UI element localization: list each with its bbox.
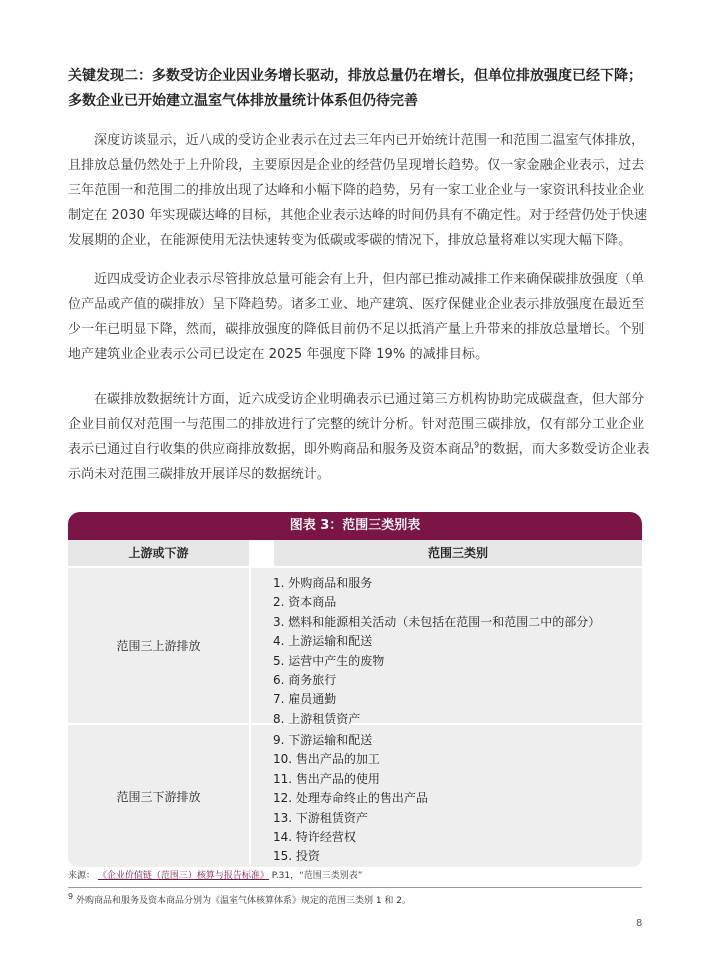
- list-item: 15. 投资: [273, 849, 320, 864]
- list-item: 11. 售出产品的使用: [273, 771, 380, 786]
- source-link[interactable]: 《企业价值链（范围三）核算与报告标准》: [97, 871, 269, 881]
- downstream-list: [251, 725, 642, 867]
- list-item: 1. 外购商品和服务: [273, 576, 373, 590]
- paragraph-1: 深度访谈显示，近八成的受访企业表示在过去三年内已开始统计范围一和范围二温室气体排放，且排放总量仍然处于上升阶段，主要原因是企业的经营仍呈现增长趋势。仅一家金融企业表示，过去三年范围一和范围二的排放出现了达峰和小幅下降的趋势，另有一家工业企业与一家资讯科技业企业制定在 2030 年实现碳达峰的目标，其他企业表示达峰的时间仍具有不确定性。对于经营仍处于快速发展期的企业，在能源使用无法快速转变为低碳或零碳的情况下，排放总量将难以实现大幅下降。: [68, 133, 648, 248]
- downstream-label: 范围三下游排放: [68, 725, 251, 867]
- list-item: 13. 下游租赁资产: [273, 810, 368, 825]
- section-heading: [68, 64, 658, 114]
- heading-line-1: 关键发现二：多数受访企业因业务增长驱动，排放总量仍在增长，但单位排放强度已经下降；: [68, 68, 642, 84]
- list-item: 12. 处理寿命终止的售出产品: [273, 791, 428, 806]
- column-header-category: 范围三类别: [427, 546, 488, 560]
- footnote: [68, 892, 658, 908]
- list-item: 5. 运营中产生的废物: [273, 653, 385, 668]
- table-header-row: [68, 540, 642, 566]
- header-spacer: [249, 540, 274, 566]
- table-row-upstream: [68, 566, 642, 726]
- list-item: 4. 上游运输和配送: [273, 634, 373, 649]
- list-item: 2. 资本商品: [273, 595, 337, 610]
- list-item: 7. 雇员通勤: [273, 692, 337, 707]
- table-row-downstream: [68, 723, 642, 867]
- paragraph-3-text-b: 的数据，而大多数受访企业表示尚未对范围三碳排放开展详尽的数据统计。: [68, 442, 650, 482]
- upstream-label: 范围三上游排放: [68, 568, 251, 723]
- list-item: 8. 上游租赁资产: [273, 711, 361, 726]
- paragraph-3: [68, 387, 656, 487]
- footnote-ref-9[interactable]: 9: [474, 440, 480, 450]
- page-number: 8: [636, 918, 643, 929]
- table-title: 图表 3：范围三类别表: [68, 512, 642, 540]
- paragraph-2: 近四成受访企业表示尽管排放总量可能会有上升，但内部已推动减排工作来确保碳排放强度（单位产品或产值的碳排放）呈下降趋势。诸多工业、地产建筑、医疗保健业企业表示排放强度在最近至少一年已明显下降，然而，碳排放强度的降低目前仍不足以抵消产量上升带来的排放总量增长。个别地产建筑业企业表示公司已设定在 2025 年强度下降 19% 的减排目标。: [68, 272, 645, 362]
- scope3-category-table: [68, 512, 642, 867]
- footnote-number: 9: [68, 892, 74, 901]
- source-detail: P.31，“范围三类别表”: [271, 871, 363, 881]
- heading-line-2: 多数企业已开始建立温室气体排放量统计体系但仍待完善: [68, 93, 418, 109]
- table-source: [68, 869, 658, 883]
- list-item: 14. 特许经营权: [273, 830, 356, 845]
- list-item: 10. 售出产品的加工: [273, 752, 380, 767]
- list-item: 6. 商务旅行: [273, 673, 337, 688]
- source-label: 来源：: [68, 871, 96, 881]
- list-item: 9. 下游运输和配送: [273, 733, 373, 747]
- list-item: 3. 燃料和能源相关活动（未包括在范围一和范围二中的部分）: [273, 614, 601, 629]
- footnote-divider: [68, 887, 642, 888]
- footnote-text: 外购商品和服务及资本商品分别为《温室气体核算体系》规定的范围三类别 1 和 2。: [75, 896, 412, 906]
- paragraph-3-text-a: 在碳排放数据统计方面，近六成受访企业明确表示已通过第三方机构协助完成碳盘查，但大部分企业目前仅对范围一与范围二的排放进行了完整的统计分析。针对范围三碳排放，仅有部分工业企业表示已通过自行收集的供应商排放数据，即外购商品和服务及资本商品: [68, 392, 645, 457]
- upstream-list: [251, 568, 642, 726]
- column-header-stream: 上游或下游: [128, 546, 189, 560]
